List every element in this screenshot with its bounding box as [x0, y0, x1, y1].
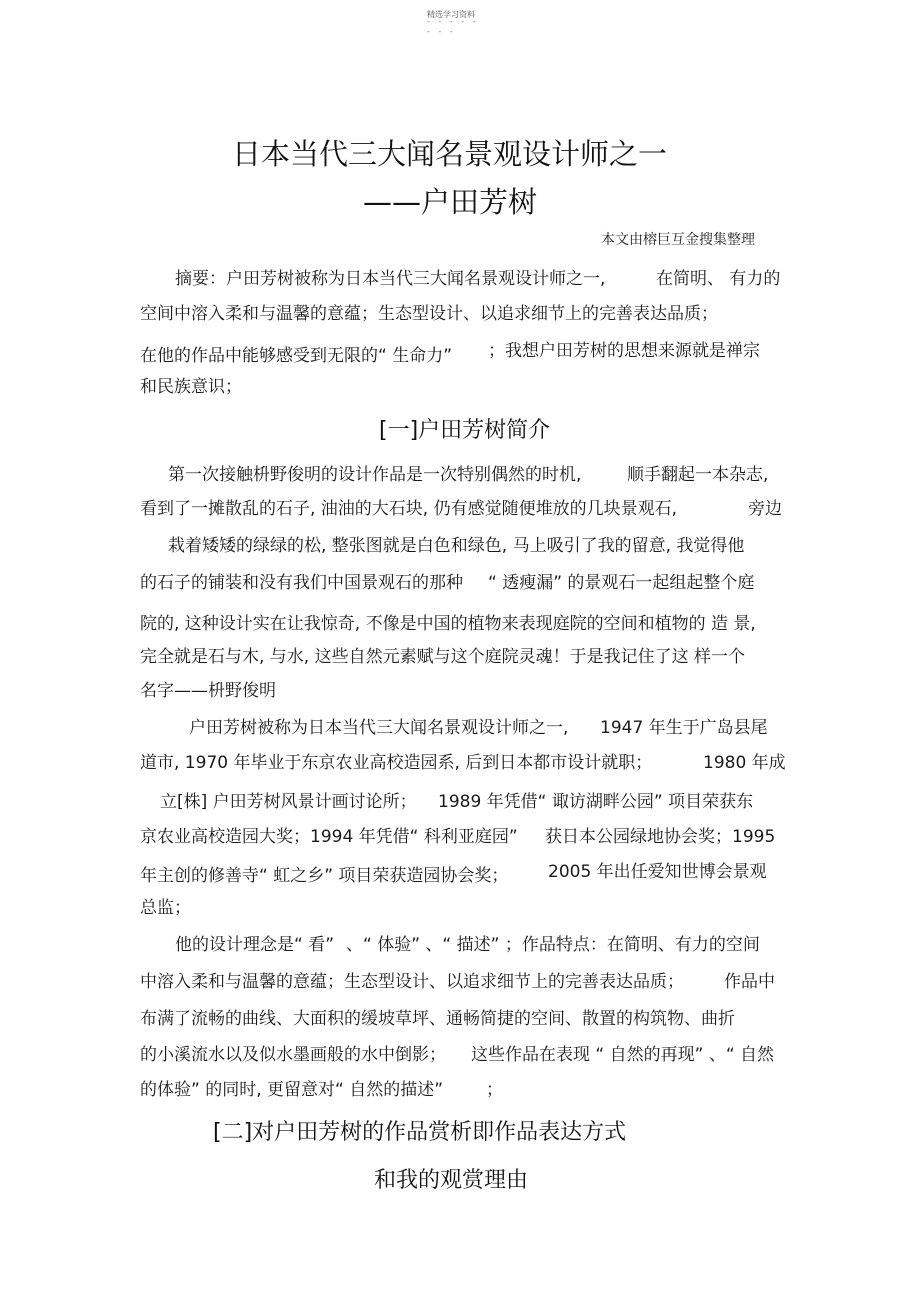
- paragraph-line: 他的设计理念是“ 看”: [175, 935, 335, 955]
- header-divider-2: - - -: [427, 27, 456, 36]
- paragraph-line: 的小溪流水以及似水墨画般的水中倒影；: [140, 1045, 446, 1065]
- page-title: 日本当代三大闻名景观设计师之一: [232, 137, 668, 171]
- paragraph-line: 作品中: [724, 972, 775, 992]
- paragraph-line: 院的, 这种设计实在让我惊奇, 不像是中国的植物来表现庭院的空间和植物的 造 景,: [140, 614, 756, 634]
- paragraph-line: 道市, 1970 年毕业于东京农业高校造园系, 后到日本都市设计就职；: [140, 753, 653, 773]
- paragraph-line: 这些作品在表现 “ 自然的再现” 、“ 自然: [471, 1045, 775, 1065]
- section-heading: [二]对户田芳树的作品赏析即作品表达方式: [213, 1120, 627, 1145]
- paragraph-line: 的体验” 的同时, 更留意对“ 自然的描述”: [140, 1080, 444, 1100]
- abstract-line: ；我想户田芳树的思想来源就是禅宗: [488, 341, 760, 361]
- paragraph-line: 名字——枡野俊明: [140, 681, 276, 701]
- abstract-line: 空间中溶入柔和与温馨的意蕴；生态型设计、以追求细节上的完善表达品质；: [140, 304, 718, 324]
- paragraph-line: 的石子的铺装和没有我们中国景观石的那种: [140, 573, 463, 593]
- page-subtitle: ——户田芳树: [363, 185, 538, 219]
- paragraph-line: 旁边: [748, 499, 782, 519]
- paragraph-line: 年主创的修善寺“ 虹之乡” 项目荣获造园协会奖；: [140, 866, 509, 886]
- paragraph-line: 1989 年凭借“ 诹访湖畔公园” 项目荣获东: [438, 792, 754, 812]
- paragraph-line: 获日本公园绿地协会奖；1995: [545, 827, 776, 847]
- abstract-line: 在他的作品中能够感受到无限的“ 生命力”: [140, 346, 453, 366]
- paragraph-line: 京农业高校造园大奖；1994 年凭借“ 科利亚庭园”: [140, 827, 518, 847]
- section-heading-continued: 和我的观赏理由: [374, 1168, 529, 1193]
- paragraph-line: 布满了流畅的曲线、大面积的缓坡草坪、通畅简捷的空间、散置的构筑物、曲折: [140, 1009, 735, 1029]
- paragraph-line: “ 透瘦漏” 的景观石一起组起整个庭: [488, 573, 755, 593]
- paragraph-line: 总监；: [140, 898, 191, 918]
- page-header-label: 精选学习资料: [427, 10, 475, 19]
- credit-line: 本文由榕巨互金搜集整理: [601, 232, 755, 248]
- paragraph-line: 中溶入柔和与温馨的意蕴；生态型设计、以追求细节上的完善表达品质；: [140, 972, 684, 992]
- paragraph-line: 顺手翻起一本杂志,: [627, 465, 769, 485]
- paragraph-line: ；: [486, 1080, 503, 1100]
- header-divider: - - - - -: [427, 17, 479, 26]
- abstract-line: 在简明、 有力的: [656, 269, 781, 289]
- paragraph-line: 、“ 体验” 、“ 描述” ；作品特点：在简明、有力的空间: [346, 935, 760, 955]
- abstract-line: 和民族意识；: [140, 377, 242, 397]
- abstract-line: 摘要：户田芳树被称为日本当代三大闻名景观设计师之一,: [175, 269, 606, 289]
- paragraph-line: 第一次接触枡野俊明的设计作品是一次特别偶然的时机,: [168, 465, 582, 485]
- paragraph-line: 户田芳树被称为日本当代三大闻名景观设计师之一,: [189, 718, 569, 738]
- paragraph-line: 完全就是石与木, 与水, 这些自然元素赋与这个庭院灵魂！于是我记住了这 样一个: [140, 647, 746, 667]
- section-heading: [一]户田芳树简介: [379, 418, 551, 443]
- paragraph-line: 1947 年生于广岛县尾: [600, 718, 768, 738]
- paragraph-line: 2005 年出任爱知世博会景观: [548, 862, 767, 882]
- paragraph-line: 1980 年成: [703, 753, 786, 773]
- paragraph-line: 看到了一摊散乱的石子, 油油的大石块, 仍有感觉随便堆放的几块景观石,: [140, 499, 678, 519]
- paragraph-line: 立[株] 户田芳树风景计画讨论所；: [160, 792, 417, 812]
- paragraph-line: 栽着矮矮的绿绿的松, 整张图就是白色和绿色, 马上吸引了我的留意, 我觉得他: [168, 536, 745, 556]
